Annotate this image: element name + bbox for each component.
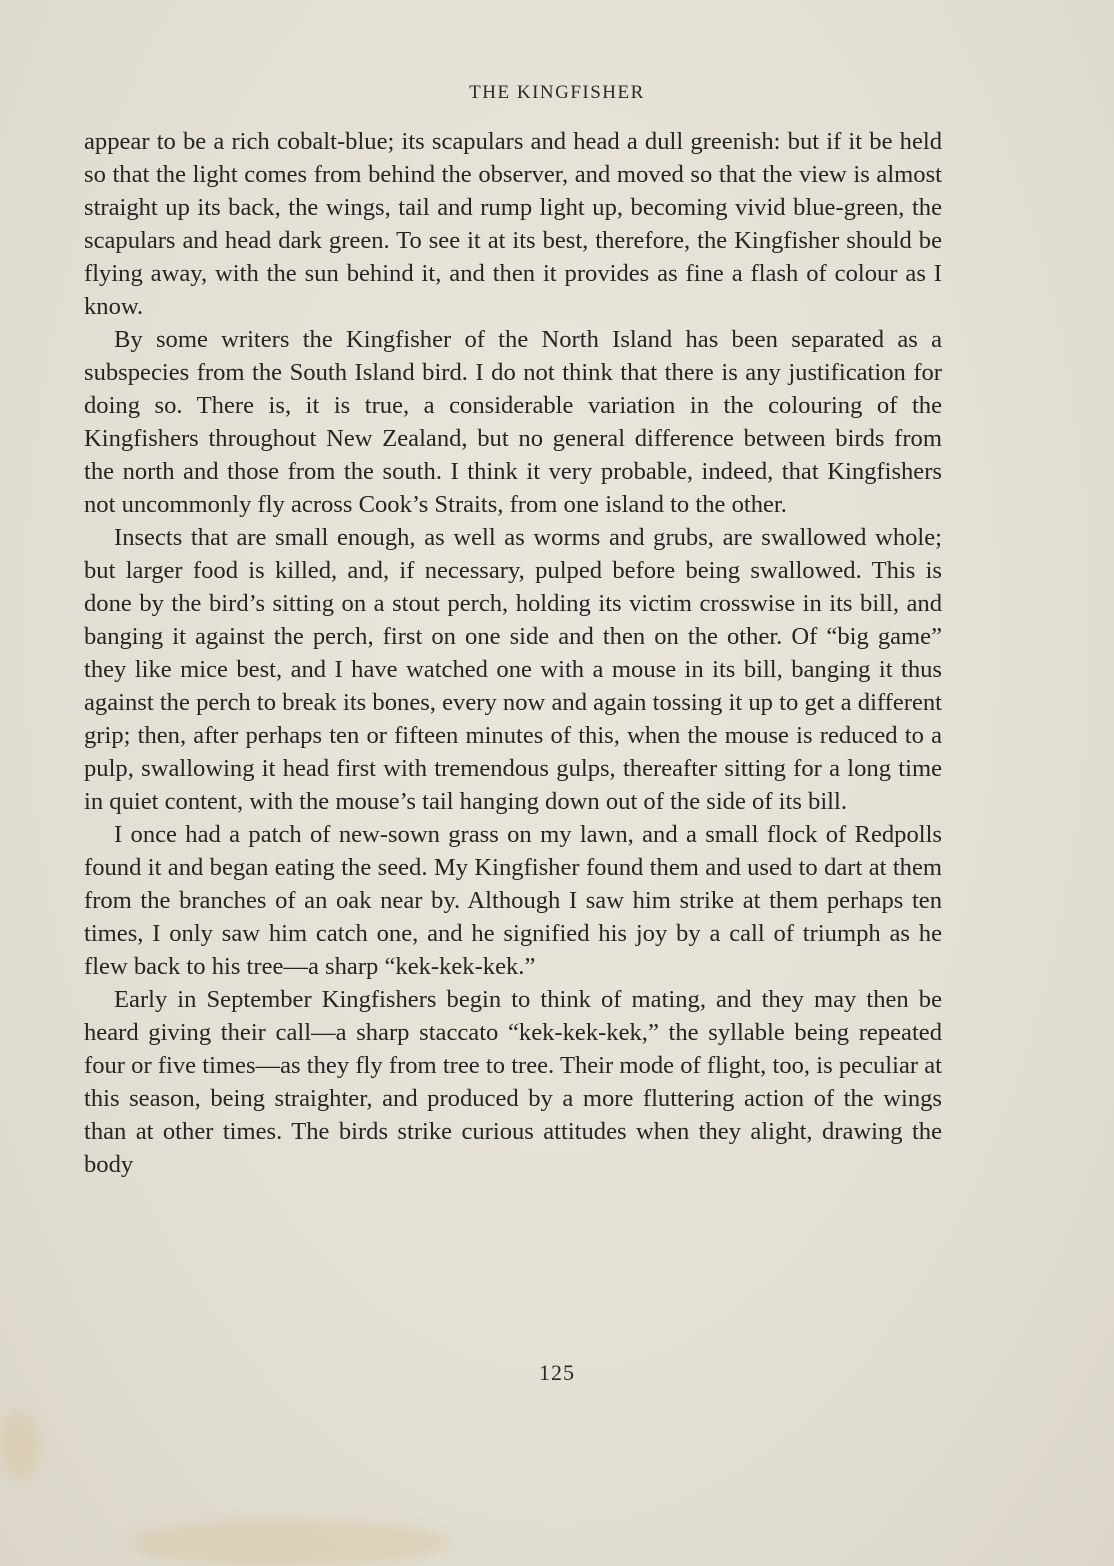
- paragraph: I once had a patch of new-sown grass on my lawn, and a small flock of Redpolls found it and began eating the seed. My Kingfisher found them and used to dart at them from the branches of an oak near by. Although I saw him strike at them perhaps ten times, I only saw him catch one, and he signified his joy by a call of triumph as he flew back to his tree—a sharp “kek-kek-kek.”: [84, 821, 942, 980]
- page-stain: [0, 1410, 40, 1480]
- page-stain: [130, 1520, 450, 1566]
- body-text: [84, 125, 942, 1181]
- paragraph: appear to be a rich cobalt-blue; its scapulars and head a dull greenish: but if it be held so that the light comes from behind the observer, and moved so that the view is almost straight up its back, the wings, tail and rump light up, becoming vivid blue-green, the scapulars and head dark green. To see it at its best, therefore, the Kingfisher should be flying away, with the sun behind it, and then it provides as fine a flash of colour as I know.: [84, 128, 942, 320]
- paragraph: By some writers the Kingfisher of the North Island has been separated as a subspecies from the South Island bird. I do not think that there is any justification for doing so. There is, it is true, a considerable variation in the colouring of the Kingfishers throughout New Zealand, but no general difference between birds from the north and those from the south. I think it very probable, indeed, that Kingfishers not uncommonly fly across Cook’s Straits, from one island to the other.: [84, 326, 942, 518]
- paragraph: Insects that are small enough, as well as worms and grubs, are swallowed whole; but larger food is killed, and, if necessary, pulped before being swallowed. This is done by the bird’s sitting on a stout perch, holding its victim crosswise in its bill, and banging it against the perch, first on one side and then on the other. Of “big game” they like mice best, and I have watched one with a mouse in its bill, banging it thus against the perch to break its bones, every now and again tossing it up to get a different grip; then, after perhaps ten or fifteen minutes of this, when the mouse is reduced to a pulp, swallowing it head first with tremendous gulps, thereafter sitting for a long time in quiet content, with the mouse’s tail hanging down out of the side of its bill.: [84, 524, 942, 815]
- paragraph: Early in September Kingfishers begin to think of mating, and they may then be heard giving their call—a sharp staccato “kek-kek-kek,” the syllable being repeated four or five times—as they fly from tree to tree. Their mode of flight, too, is peculiar at this season, being straighter, and produced by a more fluttering action of the wings than at other times. The birds strike curious attitudes when they alight, drawing the body: [84, 986, 942, 1178]
- page-number: 125: [539, 1360, 575, 1385]
- running-head: THE KINGFISHER: [469, 82, 645, 103]
